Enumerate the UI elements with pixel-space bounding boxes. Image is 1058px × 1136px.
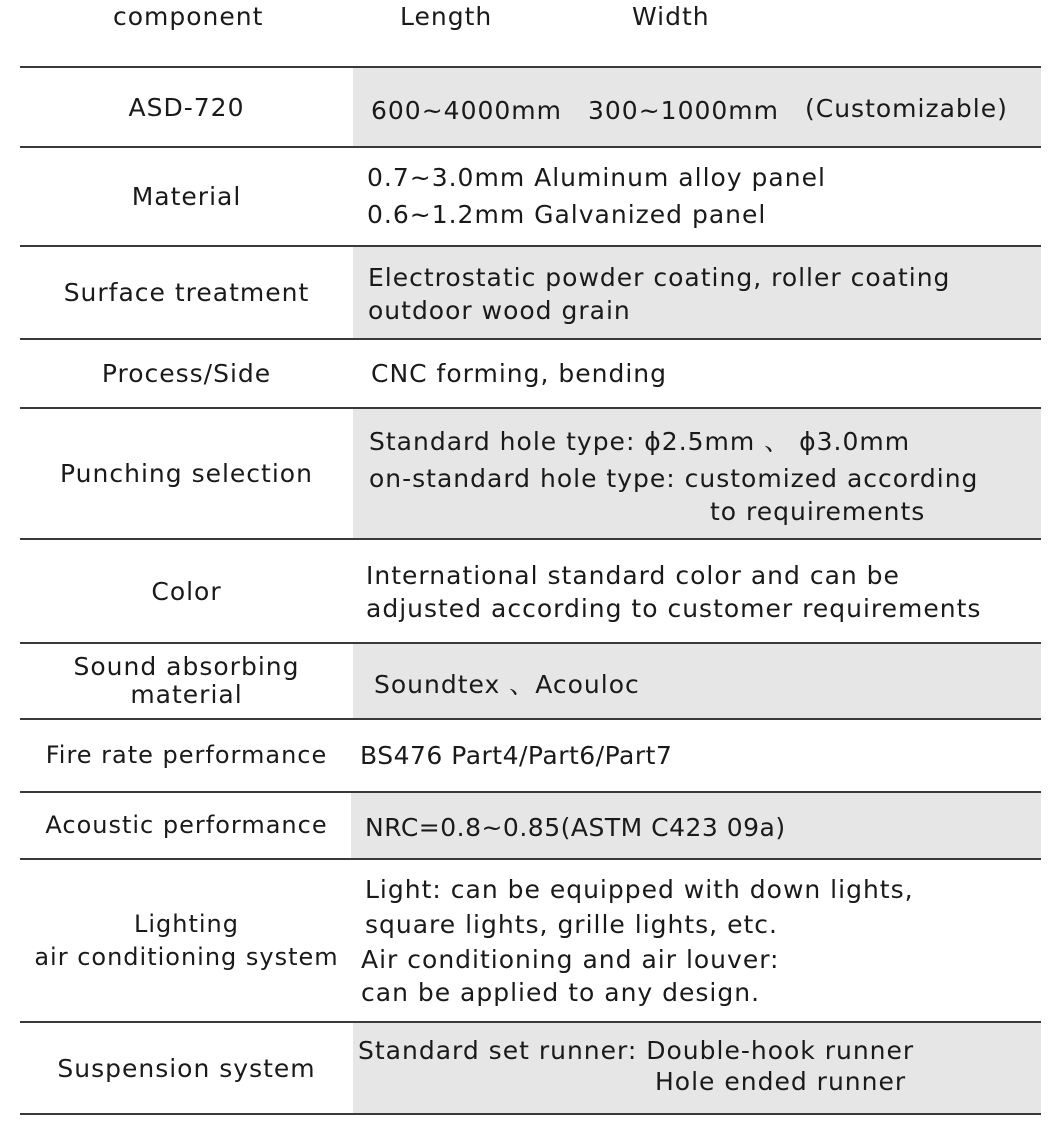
row-value	[353, 247, 1041, 338]
label-line: material	[130, 680, 243, 709]
row-acoustic-performance	[20, 791, 1041, 858]
row-label	[20, 644, 353, 718]
row-value	[353, 340, 1041, 407]
row-value	[353, 409, 1041, 538]
value-line: on-standard hole type: customized according	[369, 464, 979, 493]
value-line: outdoor wood grain	[368, 296, 631, 325]
header-length: Length	[400, 2, 493, 31]
value-line: Electrostatic powder coating, roller coating	[368, 263, 951, 292]
value-line: Hole ended runner	[655, 1067, 907, 1096]
value-line: NRC=0.8~0.85(ASTM C423 09a)	[365, 813, 786, 842]
value-line: CNC forming, bending	[371, 359, 668, 388]
row-label: Fire rate performance	[45, 741, 328, 769]
row-value	[353, 860, 1041, 1021]
row-suspension-system	[20, 1021, 1041, 1115]
value-line: BS476 Part4/Part6/Part7	[360, 741, 673, 770]
row-value	[353, 68, 1041, 146]
row-material	[20, 146, 1041, 245]
header-component: component	[113, 2, 264, 31]
row-value	[353, 1023, 1041, 1113]
value-line: 0.6~1.2mm Galvanized panel	[367, 200, 767, 229]
customizable-note: (Customizable)	[805, 94, 1008, 123]
value-line: to requirements	[710, 497, 926, 526]
row-value	[353, 148, 1041, 245]
row-label: Material	[131, 182, 242, 211]
row-value	[353, 720, 1041, 791]
row-label: Color	[151, 576, 222, 606]
value-line: Standard hole type: ϕ2.5mm 、 ϕ3.0mm	[369, 427, 911, 456]
value-line: Soundtex 、Acouloc	[374, 670, 640, 699]
row-value	[351, 793, 1041, 858]
width-value: 300~1000mm	[588, 96, 779, 125]
row-label: Punching selection	[60, 459, 313, 488]
row-value	[353, 644, 1041, 718]
value-line: Light: can be equipped with down lights,	[365, 875, 914, 904]
value-line: International standard color and can be	[366, 561, 900, 590]
value-line: Standard set runner: Double-hook runner	[358, 1036, 915, 1065]
row-punching-selection	[20, 407, 1041, 538]
value-line: can be applied to any design.	[361, 978, 761, 1007]
row-lighting-ac-system	[20, 858, 1041, 1021]
row-sound-absorbing-material	[20, 642, 1041, 718]
value-line: 0.7~3.0mm Aluminum alloy panel	[367, 163, 826, 192]
row-label: Suspension system	[57, 1053, 316, 1083]
spec-table	[20, 66, 1041, 1115]
row-fire-rate-performance	[20, 718, 1041, 791]
row-process-side	[20, 338, 1041, 407]
value-line: Air conditioning and air louver:	[361, 945, 780, 974]
row-color	[20, 538, 1041, 642]
value-line: square lights, grille lights, etc.	[365, 910, 778, 939]
label-line: air conditioning system	[34, 942, 339, 971]
label-line: Lighting	[133, 909, 239, 938]
table-header	[0, 0, 1058, 40]
length-value: 600~4000mm	[371, 96, 562, 125]
header-width: Width	[632, 2, 710, 31]
row-label: Acoustic performance	[45, 811, 328, 839]
row-label: Surface treatment	[63, 278, 310, 307]
row-surface-treatment	[20, 245, 1041, 338]
label-line: Sound absorbing	[73, 652, 300, 681]
row-label: ASD-720	[128, 92, 245, 122]
row-label	[20, 860, 353, 1021]
row-value	[353, 540, 1041, 642]
value-line: adjusted according to customer requirements	[366, 594, 982, 623]
row-label: Process/Side	[101, 359, 272, 388]
row-model	[20, 66, 1041, 146]
